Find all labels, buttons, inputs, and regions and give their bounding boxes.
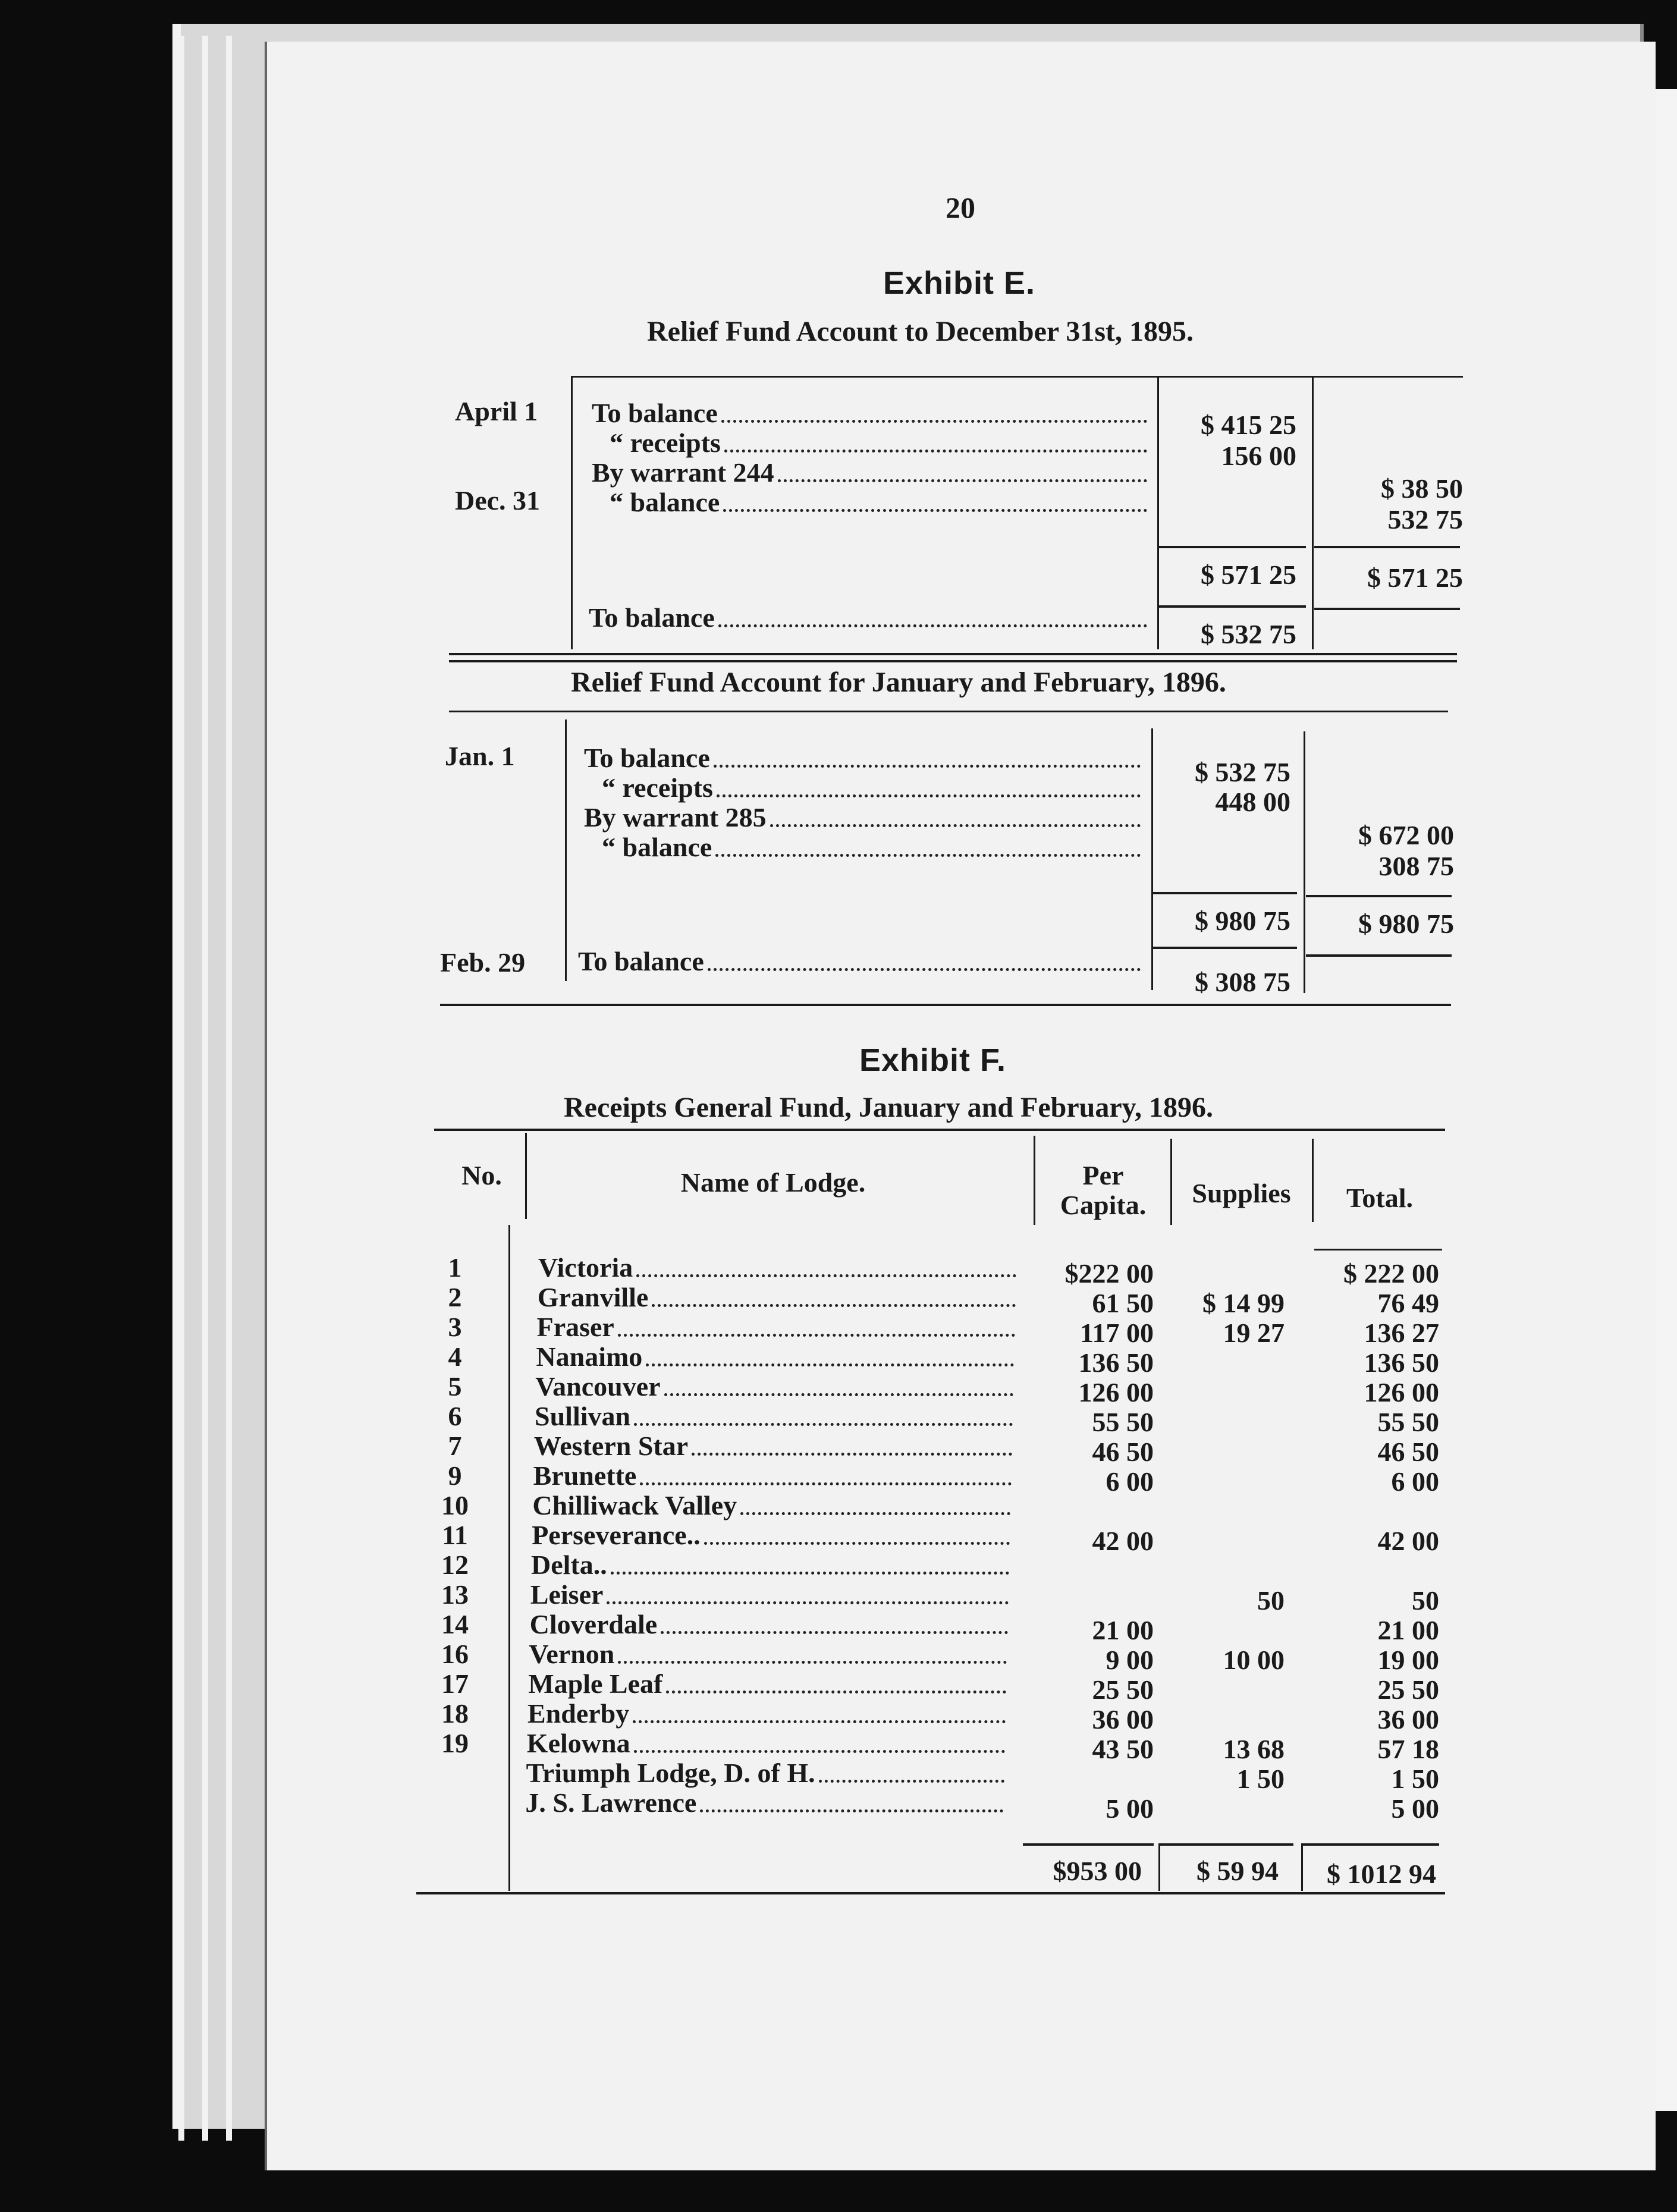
column-rule	[1170, 1139, 1172, 1225]
lodge-name: Cloverdale	[529, 1609, 658, 1639]
leader-dots	[664, 1393, 1014, 1396]
sum-rule	[1023, 1843, 1154, 1846]
ledger-row: By warrant 244	[592, 457, 1151, 488]
supplies-total: $ 59 94	[1196, 1856, 1279, 1886]
lodge-number: 6	[448, 1401, 462, 1431]
total-amount: 21 00	[1377, 1615, 1439, 1645]
per-capita-amount: 43 50	[1092, 1734, 1154, 1764]
lodge-name: Nanaimo	[536, 1341, 643, 1372]
total-amount: 136 50	[1364, 1347, 1439, 1378]
per-capita-amount: 136 50	[1078, 1347, 1154, 1378]
lodge-number: 4	[448, 1341, 462, 1372]
leader-dots	[666, 1691, 1006, 1693]
total-amount: 6 00	[1391, 1466, 1439, 1497]
debit-total: $ 571 25	[1201, 560, 1296, 590]
total-amount: 36 00	[1377, 1704, 1439, 1735]
leader-dots	[634, 1423, 1013, 1426]
page-edge	[178, 36, 184, 2141]
lodge-name-row	[532, 1519, 1013, 1551]
lodge-name-row	[535, 1400, 1016, 1432]
leader-dots	[661, 1631, 1007, 1634]
lodge-name-row	[537, 1311, 1019, 1343]
lodge-name: Brunette	[533, 1460, 637, 1491]
leader-dots	[607, 1601, 1008, 1604]
leader-dots	[611, 1572, 1009, 1575]
lodge-number: 7	[448, 1431, 462, 1461]
lodge-name-row	[530, 1608, 1012, 1640]
total-amount: 19 00	[1377, 1645, 1439, 1675]
debit-amount: $ 532 75	[1195, 757, 1290, 787]
supplies-amount: $ 14 99	[1202, 1288, 1285, 1318]
leader-dots	[646, 1363, 1014, 1366]
lodge-number: 18	[441, 1698, 469, 1729]
sum-rule	[1306, 954, 1452, 957]
total-amount: 25 50	[1377, 1674, 1439, 1705]
entry-date: Feb. 29	[440, 947, 526, 978]
page-edge	[226, 36, 232, 2141]
credit-amount: $ 38 50	[1381, 473, 1463, 504]
per-capita-amount: 9 00	[1106, 1645, 1154, 1675]
exhibit-e-subtitle: Relief Fund Account to December 31st, 1895.	[647, 316, 1194, 347]
lodge-name-row	[527, 1698, 1009, 1729]
supplies-amount: 10 00	[1223, 1645, 1285, 1675]
lodge-name: Vancouver	[535, 1371, 661, 1402]
sum-rule	[1160, 1843, 1293, 1846]
credit-amount: 532 75	[1387, 504, 1463, 535]
lodge-number: 3	[448, 1312, 462, 1342]
lodge-name: Enderby	[527, 1698, 630, 1729]
lodge-name-row	[530, 1579, 1012, 1610]
leader-dots	[740, 1512, 1010, 1515]
debit-amount: 156 00	[1221, 441, 1296, 471]
lodge-number: 5	[448, 1371, 462, 1402]
rule	[1314, 1249, 1442, 1250]
lodge-name-row	[532, 1490, 1014, 1521]
credit-total: $ 980 75	[1358, 909, 1454, 939]
credit-amount: $ 672 00	[1358, 820, 1454, 850]
column-rule	[1312, 376, 1314, 649]
rule	[449, 711, 1448, 712]
ledger-row: To balance	[589, 602, 1151, 633]
lodge-name-row	[525, 1787, 1007, 1818]
lodge-name-row	[527, 1727, 1009, 1759]
per-capita-amount: $222 00	[1064, 1258, 1154, 1289]
section-rule	[440, 1004, 1451, 1006]
lodge-number: 17	[441, 1669, 469, 1699]
column-rule	[1034, 1136, 1035, 1225]
exhibit-f-subtitle: Receipts General Fund, January and February, 1896.	[564, 1092, 1214, 1123]
column-rule	[1312, 1139, 1314, 1222]
total-amount: 136 27	[1364, 1318, 1439, 1348]
credit-total: $ 571 25	[1367, 563, 1463, 593]
double-rule	[449, 660, 1457, 662]
entry-date: Jan. 1	[445, 741, 515, 771]
debit-amount: $ 532 75	[1201, 619, 1296, 649]
sum-rule	[1157, 605, 1306, 608]
lodge-name-row	[528, 1668, 1010, 1699]
column-rule	[571, 376, 573, 649]
total-amount: 57 18	[1377, 1734, 1439, 1764]
lodge-name-row	[531, 1549, 1013, 1581]
per-capita-amount: 5 00	[1106, 1793, 1154, 1824]
sum-rule	[1314, 546, 1460, 548]
lodge-name: Sullivan	[535, 1401, 631, 1431]
ledger-row: To balance	[584, 742, 1144, 774]
leader-dots	[634, 1750, 1005, 1753]
ledger-row: To balance	[578, 945, 1144, 977]
lodge-name-row	[529, 1638, 1010, 1670]
header-total: Total.	[1346, 1183, 1414, 1213]
lodge-name: Victoria	[538, 1252, 633, 1283]
total-amount: 76 49	[1377, 1288, 1439, 1318]
exhibit-f-title: Exhibit F.	[859, 1042, 1007, 1078]
sum-rule	[1151, 947, 1297, 949]
lodge-number: 12	[441, 1550, 469, 1580]
ledger-row: To balance	[592, 397, 1151, 429]
table-bottom-rule	[416, 1892, 1445, 1894]
grand-total: $ 1012 94	[1327, 1859, 1436, 1889]
per-capita-amount: 126 00	[1078, 1377, 1154, 1407]
debit-total: $ 980 75	[1195, 906, 1290, 936]
page-edge	[202, 36, 208, 2141]
sum-rule	[1306, 895, 1452, 897]
lodge-name: Perseverance..	[532, 1520, 701, 1550]
supplies-amount: 50	[1257, 1585, 1285, 1616]
leader-dots	[700, 1809, 1003, 1812]
header-name: Name of Lodge.	[680, 1167, 866, 1198]
leader-dots	[618, 1661, 1007, 1664]
double-rule	[449, 653, 1457, 655]
per-capita-amount: 61 50	[1092, 1288, 1154, 1318]
lodge-name-row	[535, 1371, 1017, 1402]
total-amount: 1 50	[1391, 1764, 1439, 1794]
per-capita-amount: 21 00	[1092, 1615, 1154, 1645]
entry-date: April 1	[455, 396, 538, 426]
supplies-amount: 19 27	[1223, 1318, 1285, 1348]
lodge-number: 16	[441, 1639, 469, 1669]
leader-dots	[652, 1304, 1015, 1307]
ledger-row: “ balance	[584, 831, 1144, 863]
lodge-name: Western Star	[533, 1431, 689, 1461]
lodge-name: Fraser	[536, 1312, 614, 1342]
total-amount: 126 00	[1364, 1377, 1439, 1407]
debit-amount: $ 415 25	[1201, 410, 1296, 440]
lodge-name: Maple Leaf	[528, 1669, 663, 1699]
lodge-name: Delta..	[531, 1550, 607, 1580]
rule	[571, 376, 1463, 378]
header-supplies: Supplies	[1192, 1178, 1291, 1208]
ledger-row: “ balance	[592, 486, 1151, 518]
ledger-row: “ receipts	[592, 427, 1151, 458]
per-capita-amount: 55 50	[1092, 1407, 1154, 1437]
lodge-number: 1	[448, 1252, 462, 1283]
lodge-number: 9	[448, 1460, 462, 1491]
column-rule	[1151, 728, 1153, 990]
sum-rule	[1302, 1843, 1439, 1846]
lodge-name-row	[538, 1281, 1019, 1313]
lodge-name: Kelowna	[526, 1728, 630, 1758]
header-per-capita-1: Per	[1082, 1160, 1124, 1190]
ledger-row: “ receipts	[584, 772, 1144, 803]
lodge-number: 13	[441, 1579, 469, 1610]
header-per-capita-2: Capita.	[1060, 1190, 1147, 1220]
exhibit-e-title: Exhibit E.	[883, 265, 1036, 301]
leader-dots	[819, 1780, 1004, 1783]
lodge-number: 11	[442, 1520, 468, 1550]
lodge-name: J. S. Lawrence	[525, 1787, 697, 1818]
leader-dots	[704, 1542, 1010, 1545]
lodge-number: 2	[448, 1282, 462, 1312]
per-capita-amount: 42 00	[1092, 1526, 1154, 1556]
column-rule	[508, 1225, 510, 1891]
page-number: 20	[946, 191, 975, 224]
entry-date: Dec. 31	[455, 485, 541, 516]
sum-rule	[1314, 608, 1460, 610]
account-1896-subtitle: Relief Fund Account for January and February, 1896.	[571, 667, 1226, 698]
total-amount: 46 50	[1377, 1437, 1439, 1467]
lodge-name: Chilliwack Valley	[532, 1490, 737, 1520]
lodge-name: Vernon	[529, 1639, 615, 1669]
lodge-number: 14	[441, 1609, 469, 1639]
per-capita-amount: 117 00	[1080, 1318, 1154, 1348]
leader-dots	[633, 1720, 1006, 1723]
ledger-row: By warrant 285	[584, 802, 1144, 833]
per-capita-total: $953 00	[1053, 1856, 1142, 1886]
column-rule	[1157, 376, 1159, 649]
leader-dots	[692, 1453, 1012, 1456]
column-rule	[1304, 731, 1305, 993]
total-amount: 55 50	[1377, 1407, 1439, 1437]
lodge-name-row	[534, 1430, 1016, 1462]
debit-amount: $ 308 75	[1195, 967, 1290, 997]
lodge-number: 10	[441, 1490, 469, 1520]
supplies-amount: 13 68	[1223, 1734, 1285, 1764]
lodge-number: 19	[441, 1728, 469, 1758]
lodge-name: Leiser	[530, 1579, 604, 1610]
lodge-name: Triumph Lodge, D. of H.	[526, 1758, 815, 1788]
per-capita-amount: 46 50	[1092, 1437, 1154, 1467]
column-rule	[525, 1133, 527, 1219]
lodge-name-row	[526, 1757, 1008, 1789]
total-amount: 5 00	[1391, 1793, 1439, 1824]
sum-rule	[1157, 546, 1306, 548]
total-amount: 42 00	[1377, 1526, 1439, 1556]
leader-dots	[618, 1334, 1015, 1337]
total-amount: $ 222 00	[1343, 1258, 1439, 1289]
lodge-name-row	[533, 1460, 1015, 1491]
header-no: No.	[461, 1160, 502, 1190]
column-rule	[565, 719, 567, 981]
per-capita-amount: 25 50	[1092, 1674, 1154, 1705]
total-amount: 50	[1412, 1585, 1439, 1616]
debit-amount: 448 00	[1215, 787, 1290, 817]
lodge-name-row	[536, 1341, 1017, 1372]
leader-dots	[640, 1482, 1011, 1485]
per-capita-amount: 6 00	[1106, 1466, 1154, 1497]
credit-amount: 308 75	[1378, 851, 1454, 881]
sum-rule	[1151, 892, 1297, 894]
leader-dots	[636, 1274, 1016, 1277]
supplies-amount: 1 50	[1236, 1764, 1285, 1794]
per-capita-amount: 36 00	[1092, 1704, 1154, 1735]
table-top-rule	[434, 1129, 1445, 1131]
lodge-name: Granville	[537, 1282, 649, 1312]
lodge-name-row	[538, 1252, 1020, 1283]
